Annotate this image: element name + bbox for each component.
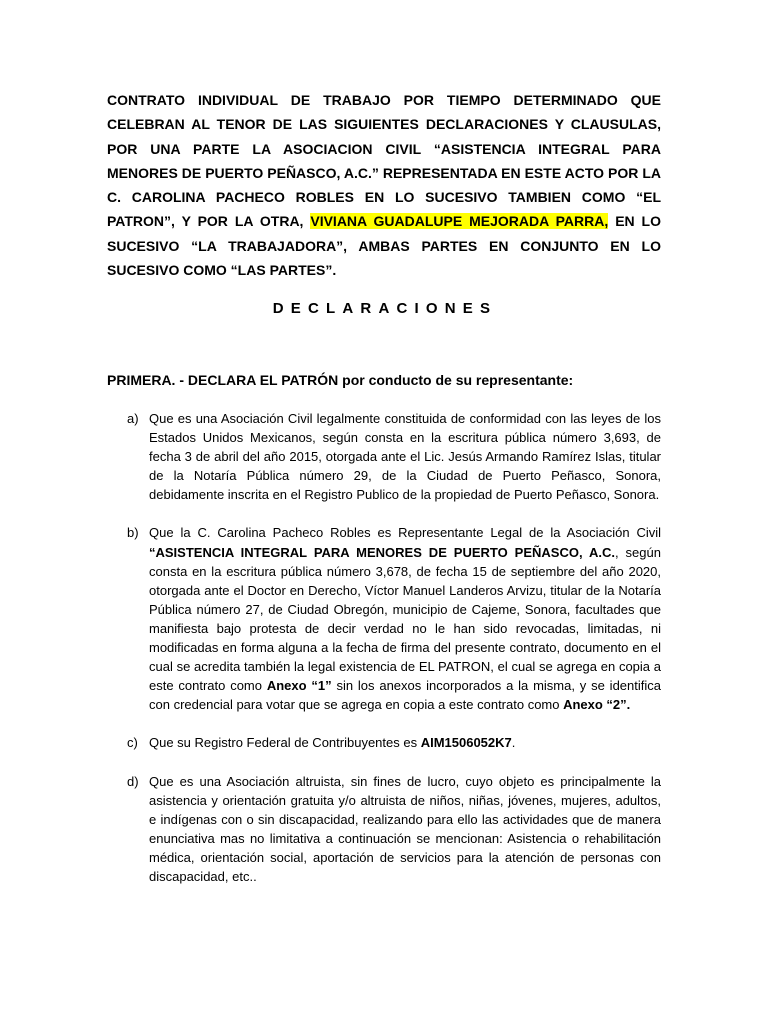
list-item-text: Que es una Asociación Civil legalmente constituida de conformidad con las leyes de los Estados Unidos Mexicanos, según consta en la escritura pública número 3,693, de fecha 3 de abril del año 2015, otorgada ante el Lic. Jesús Armando Ramírez Islas, titular de la Notaría Pública número 29, de la Ciudad de Puerto Peñasco, Sonora, debidamente inscrita en el Registro Publico de la propiedad de Puerto Peñasco, Sonora. xyxy=(149,411,661,503)
list-item-b xyxy=(107,523,661,714)
rfc-code-bold: AIM1506052K7 xyxy=(420,735,512,751)
list-item-text: Que es una Asociación altruista, sin fines de lucro, cuyo objeto es principalmente la asistencia y orientación gratuita y/o altruista de niños, niñas, jóvenes, mujeres, adultos, e indígenas con o sin discapacidad, realizando para ello las actividades que de manera enunciativa mas no limitativa a continuación se mencionan: Asistencia o rehabilitación médica, orientación social, aportación de servicios para la atención de personas con discapacidad, etc.. xyxy=(149,773,661,884)
declarations-heading: DECLARACIONES xyxy=(272,300,498,317)
text-segment: Que la C. Carolina Pacheco Robles es Representante Legal de la Asociación Civil xyxy=(149,525,661,541)
first-declaration-subheading: PRIMERA. - DECLARA EL PATRÓN por conducto de su representante: xyxy=(107,372,574,388)
list-marker: b) xyxy=(127,525,139,541)
highlighted-worker-name: VIVIANA GUADALUPE MEJORADA PARRA, xyxy=(310,213,609,230)
intro-text-part-1: CONTRATO INDIVIDUAL DE TRABAJO POR TIEMPO DETERMINADO QUE CELEBRAN AL TENOR DE LAS SIGUIENTES DECLARACIONES Y CLAUSULAS, POR UNA PARTE LA ASOCIACION CIVIL “ASISTENCIA INTEGRAL PARA MENORES DE PUERTO PEÑASCO, A.C.” REPRESENTADA EN ESTE ACTO POR LA C. CAROLINA PACHECO ROBLES EN LO SUCESIVO TAMBIEN COMO “EL PATRON”, Y POR LA OTRA, xyxy=(107,92,661,230)
intro-text-part-2: EN LO SUCESIVO “LA TRABAJADORA”, AMBAS PARTES EN CONJUNTO EN LO SUCESIVO COMO “LAS PARTES”. xyxy=(107,213,662,279)
list-marker: a) xyxy=(127,411,139,426)
text-segment: sin los anexos incorporados a la misma, y se identifica con credencial para votar que se agrega en copia a este contrato como xyxy=(149,678,661,713)
list-marker: d) xyxy=(127,773,139,789)
text-segment: Que su Registro Federal de Contribuyentes es xyxy=(149,735,421,751)
text-segment: , según consta en la escritura pública número 3,678, de fecha 15 de septiembre del año 2020, otorgada ante el Doctor en Derecho, Víctor Manuel Landeros Arvizu, titular de la Notaría Pública número 27, de Ciudad Obregón, municipio de Cajeme, Sonora, facultades que manifiesta bajo protesta de decir verdad no le han sido revocadas, limitadas, ni modificadas en forma alguna a la fecha de firma del presente contrato, documento en el cual se acredita también la legal existencia de EL PATRON, el cual se agrega en copia a este contrato como xyxy=(149,544,661,694)
list-item-d xyxy=(107,772,661,887)
list-marker: c) xyxy=(127,735,138,751)
declarations-list xyxy=(107,409,661,905)
association-name-bold: “ASISTENCIA INTEGRAL PARA MENORES DE PUERTO PEÑASCO, A.C. xyxy=(149,544,616,560)
annex-1-bold: Anexo “1” xyxy=(266,678,332,694)
list-item-text xyxy=(149,523,661,714)
text-segment: . xyxy=(511,735,516,751)
contract-intro-paragraph xyxy=(107,88,661,282)
list-item-a xyxy=(107,409,661,504)
list-item-text xyxy=(149,733,661,752)
annex-2-bold: Anexo “2”. xyxy=(563,697,631,713)
list-item-c xyxy=(107,733,661,752)
